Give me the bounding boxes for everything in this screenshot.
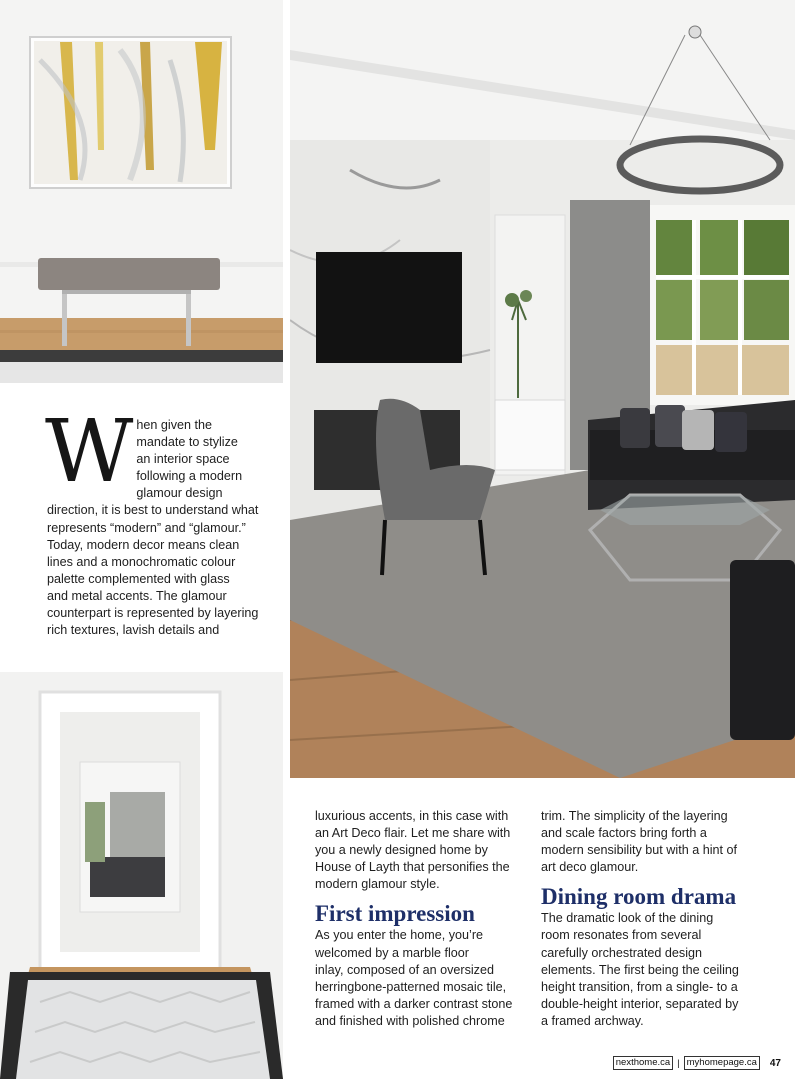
column-three [541,808,751,1030]
intro-line: Today, modern decor means clean [47,537,240,552]
footer-separator: | [677,1057,680,1069]
entry-photo-art [0,0,283,383]
intro-line: counterpart is represented by layering [47,606,259,621]
myhomepage-link[interactable]: myhomepage.ca [684,1056,760,1070]
intro-line: an interior space [136,452,230,467]
column-line: you a newly designed home by [315,843,488,858]
page-footer [613,1056,781,1070]
intro-line: mandate to stylize [136,435,238,450]
intro-line: represents “modern” and “glamour.” [47,520,246,535]
column-line: elements. The first being the ceiling [541,962,739,977]
column-two [315,808,525,1030]
intro-line: hen given the [136,418,213,432]
column-line: framed with a darker contrast stone [315,996,513,1011]
intro-line: direction, it is best to understand what [47,503,259,518]
living-room-photo-art [290,0,795,778]
column-line: modern sensibility but with a hint of [541,843,738,858]
column-line: The dramatic look of the dining [541,911,714,926]
column-line: luxurious accents, in this case with [315,809,509,823]
intro-line: and metal accents. The glamour [47,588,227,603]
column-line: welcomed by a marble floor [315,945,469,960]
column-line: inlay, composed of an oversized [315,962,494,977]
intro-line: glamour design [136,486,223,501]
drop-cap: W [45,402,134,502]
hallway-photo [0,672,283,1079]
intro-line: palette complemented with glass [47,571,230,586]
column-line: As you enter the home, you’re [315,928,484,943]
column-line: and scale factors bring forth a [541,826,707,841]
column-line: and finished with polished chrome [315,1013,505,1028]
intro-line: lines and a monochromatic colour [47,554,236,569]
column-line: room resonates from several [541,928,702,943]
column-line: modern glamour style. [315,877,440,892]
living-room-photo [290,0,795,778]
intro-line: rich textures, lavish details and [47,623,220,638]
column-line: an Art Deco flair. Let me share with [315,826,511,841]
page-number: 47 [769,1057,781,1069]
column-line: art deco glamour. [541,860,639,875]
column-line: a framed archway. [541,1013,644,1028]
column-line: House of Layth that personifies the [315,860,510,875]
entry-photo [0,0,283,383]
column-line: trim. The simplicity of the layering [541,809,728,823]
column-line: carefully orchestrated design [541,945,703,960]
intro-line: following a modern [136,469,243,484]
subhead-dining-room-drama: Dining room drama [541,884,737,910]
intro-paragraph [45,402,277,639]
hallway-photo-art [0,672,283,1079]
column-line: double-height interior, separated by [541,996,739,1011]
column-line: herringbone-patterned mosaic tile, [315,979,507,994]
column-line: height transition, from a single- to a [541,979,738,994]
subhead-first-impression: First impression [315,901,475,927]
nexthome-link[interactable]: nexthome.ca [613,1056,673,1070]
